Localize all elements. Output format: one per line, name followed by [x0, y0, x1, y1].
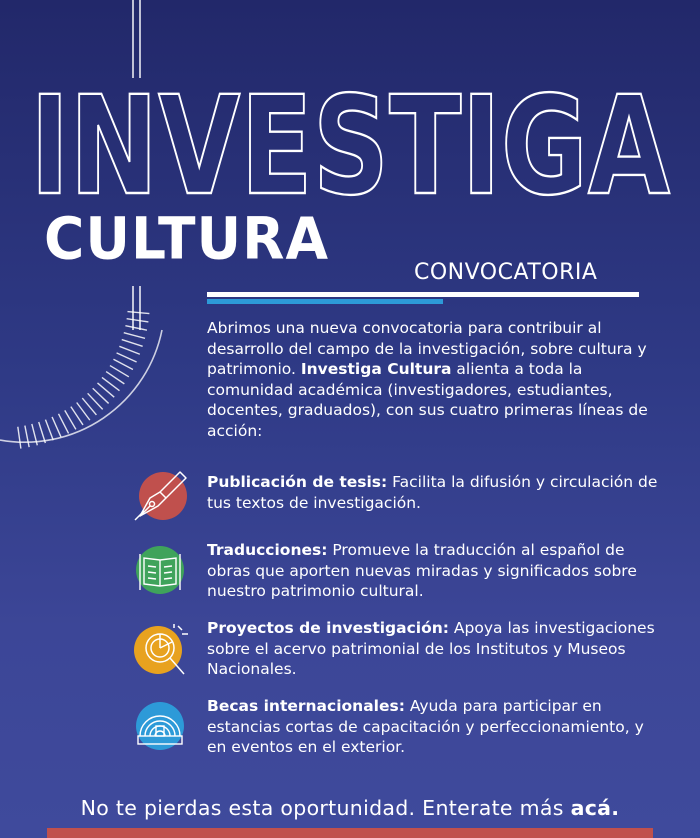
dial-tick [52, 417, 61, 437]
intro-text-before: Abrimos una nueva convocatoria para contribuir al desarrollo del campo de la investigación, sobre cultura y patrimonio. [207, 319, 647, 378]
item-label: Proyectos de investigación: [207, 619, 449, 637]
footer-bar [47, 828, 653, 838]
footer-text: No te pierdas esta oportunidad. Enterate más [80, 796, 571, 820]
footer-cta [0, 798, 700, 819]
dial-tick [113, 359, 132, 369]
globe-icon [130, 696, 190, 756]
dial-tick [125, 326, 147, 330]
dial-tick [65, 410, 76, 429]
item-text: Facilita la difusión y circulación de tus textos de investigación. [207, 473, 658, 512]
dial-tick [25, 426, 29, 448]
dial-tick [127, 319, 149, 322]
dial-tick [119, 346, 140, 354]
intro-text-after: alienta a toda la comunidad académica (investigadores, estudiantes, docentes, graduados), con sus cuatro primeras líneas de acción: [207, 360, 648, 440]
list-item [207, 472, 667, 513]
list-item [207, 696, 667, 758]
item-label: Traducciones: [207, 541, 328, 559]
list-item [207, 540, 667, 602]
dial-tick [59, 414, 69, 434]
item-label: Publicación de tesis: [207, 473, 388, 491]
divider-blue [207, 299, 443, 304]
title-outline [0, 78, 700, 218]
dial-tick [127, 312, 149, 314]
title-solid: CULTURA [44, 204, 330, 272]
item-text: Promueve la traducción al español de obras que aporten nuevas miradas y significados sobre nuestro patrimonio cultural. [207, 541, 637, 600]
dial-tick [124, 333, 145, 339]
dial-tick [117, 353, 137, 362]
dial-tick [18, 427, 21, 449]
subtitle: CONVOCATORIA [414, 260, 598, 285]
list-item [207, 618, 667, 680]
dial-tick [110, 366, 129, 377]
book-icon [130, 540, 190, 600]
footer-link[interactable]: acá. [570, 796, 620, 820]
pen-nib-icon [130, 464, 190, 524]
intro-paragraph [207, 318, 667, 441]
divider-white [207, 292, 639, 297]
item-text: Apoya las investigaciones sobre el acervo patrimonial de los Institutos y Museos Nacionales. [207, 619, 655, 678]
item-label: Becas internacionales: [207, 697, 405, 715]
title-outline-text: INVESTIGA [30, 78, 670, 218]
item-text: Ayuda para participar en estancias cortas de capacitación y perfeccionamiento, y en eventos en el exterior. [207, 697, 644, 756]
intro-bold: Investiga Cultura [300, 360, 452, 378]
magnifier-icon [130, 620, 190, 680]
dial-tick [122, 340, 143, 347]
dial-tick [39, 422, 46, 443]
dial-tick [45, 420, 53, 441]
